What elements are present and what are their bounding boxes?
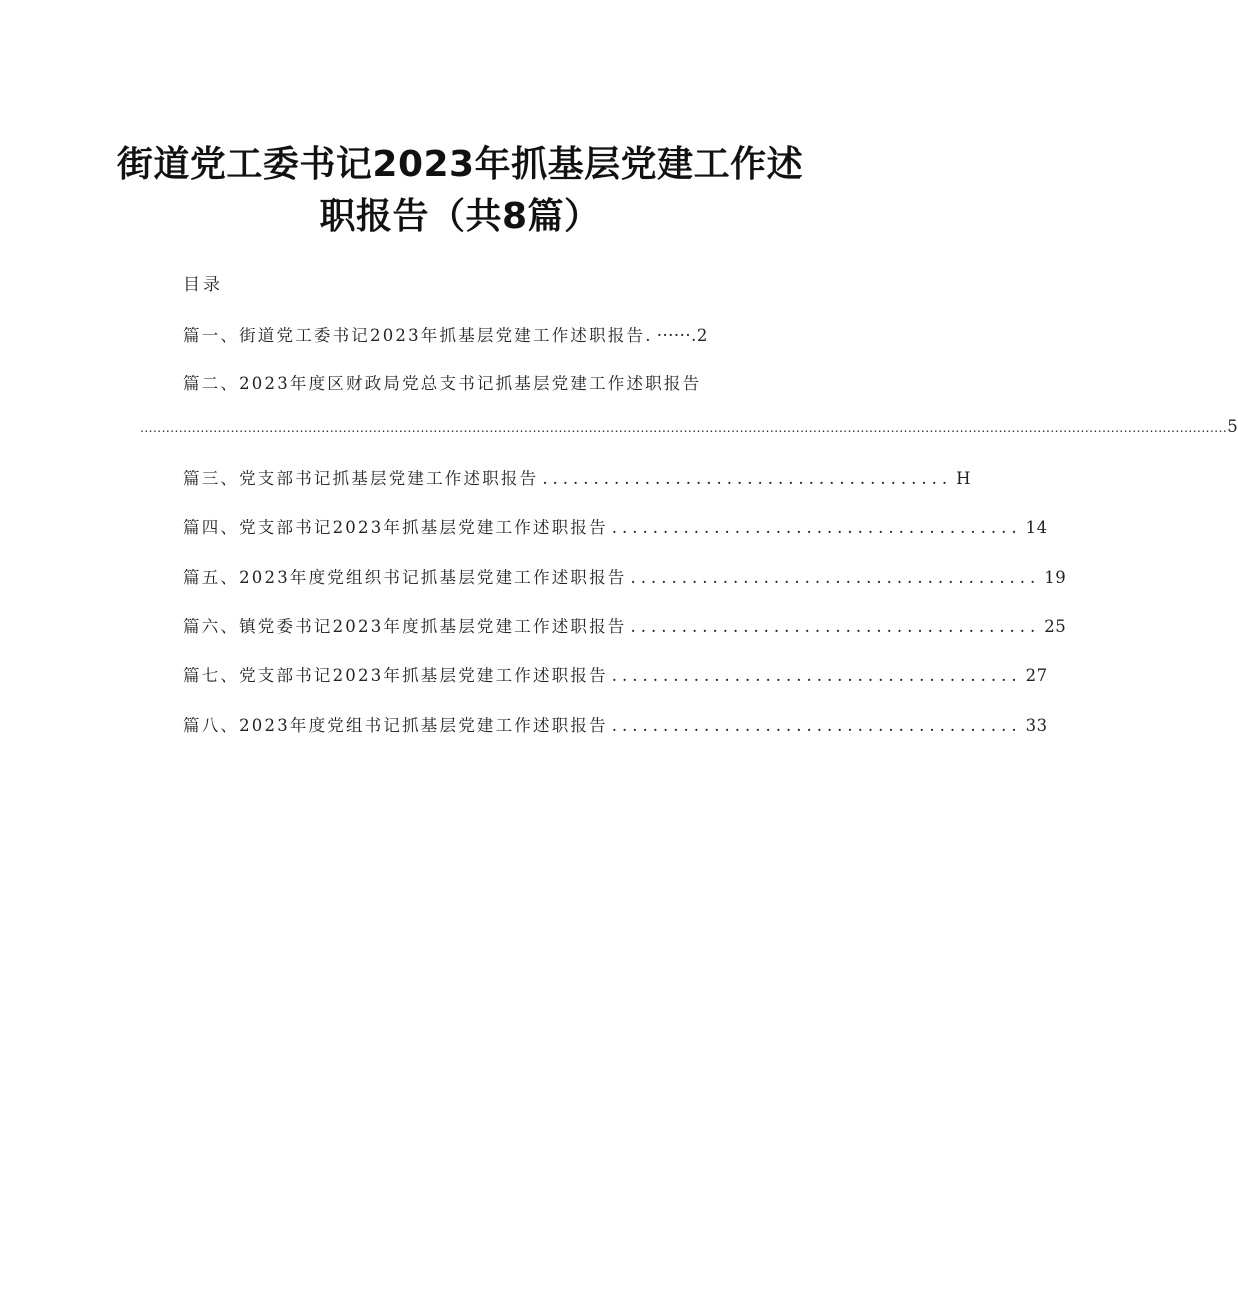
toc-entry-leader: . ······. xyxy=(645,326,697,345)
toc-entry-leader: ............................................................................................................................................................................................................................................................ xyxy=(140,421,1228,435)
toc-entry-page: 14 xyxy=(1025,518,1048,537)
toc-entry-page: 33 xyxy=(1025,716,1048,735)
toc-entry-3[interactable] xyxy=(183,465,971,491)
toc-entry-title: 篇四、党支部书记2023年抓基层党建工作述职报告 xyxy=(183,518,608,537)
toc-entry-leader: ........................................ xyxy=(611,716,1022,735)
toc-entry-2[interactable] xyxy=(183,370,777,396)
toc-entry-leader: ........................................ xyxy=(611,666,1022,685)
toc-entry-leader: ........................................ xyxy=(630,568,1041,587)
toc-entry-title: 篇八、2023年度党组书记抓基层党建工作述职报告 xyxy=(183,716,608,735)
toc-entry-2-continuation[interactable] xyxy=(140,417,1238,443)
toc-entry-5[interactable] xyxy=(183,564,1067,590)
toc-entry-title: 篇一、街道党工委书记2023年抓基层党建工作述职报告 xyxy=(183,326,646,345)
toc-entry-7[interactable] xyxy=(183,662,1048,688)
toc-entry-1[interactable] xyxy=(183,322,777,348)
toc-entry-page: 25 xyxy=(1044,617,1067,636)
toc-entry-title: 篇三、党支部书记抓基层党建工作述职报告 xyxy=(183,469,539,488)
document-title-line-1: 街道党工委书记2023年抓基层党建工作述 xyxy=(116,144,804,185)
toc-entry-4[interactable] xyxy=(183,514,1048,540)
document-title-line-2: 职报告（共8篇） xyxy=(319,196,601,237)
toc-entry-leader: ........................................ xyxy=(611,518,1022,537)
toc-entry-title: 篇七、党支部书记2023年抓基层党建工作述职报告 xyxy=(183,666,608,685)
toc-entry-6[interactable] xyxy=(183,613,1067,639)
toc-entry-leader: ........................................ xyxy=(542,469,953,488)
toc-entry-title: 篇五、2023年度党组织书记抓基层党建工作述职报告 xyxy=(183,568,627,587)
toc-entry-page: H xyxy=(956,469,971,488)
toc-heading: 目录 xyxy=(183,275,223,295)
toc-entry-page: 5 xyxy=(1227,417,1238,436)
toc-entry-page: 19 xyxy=(1044,568,1067,587)
toc-entry-page: 27 xyxy=(1025,666,1048,685)
toc-entry-page: 2 xyxy=(696,326,708,345)
toc-entry-leader: ........................................ xyxy=(630,617,1041,636)
toc-entry-title: 篇二、2023年度区财政局党总支书记抓基层党建工作述职报告 xyxy=(183,374,702,393)
toc-entry-8[interactable] xyxy=(183,712,1048,738)
toc-entry-title: 篇六、镇党委书记2023年度抓基层党建工作述职报告 xyxy=(183,617,627,636)
